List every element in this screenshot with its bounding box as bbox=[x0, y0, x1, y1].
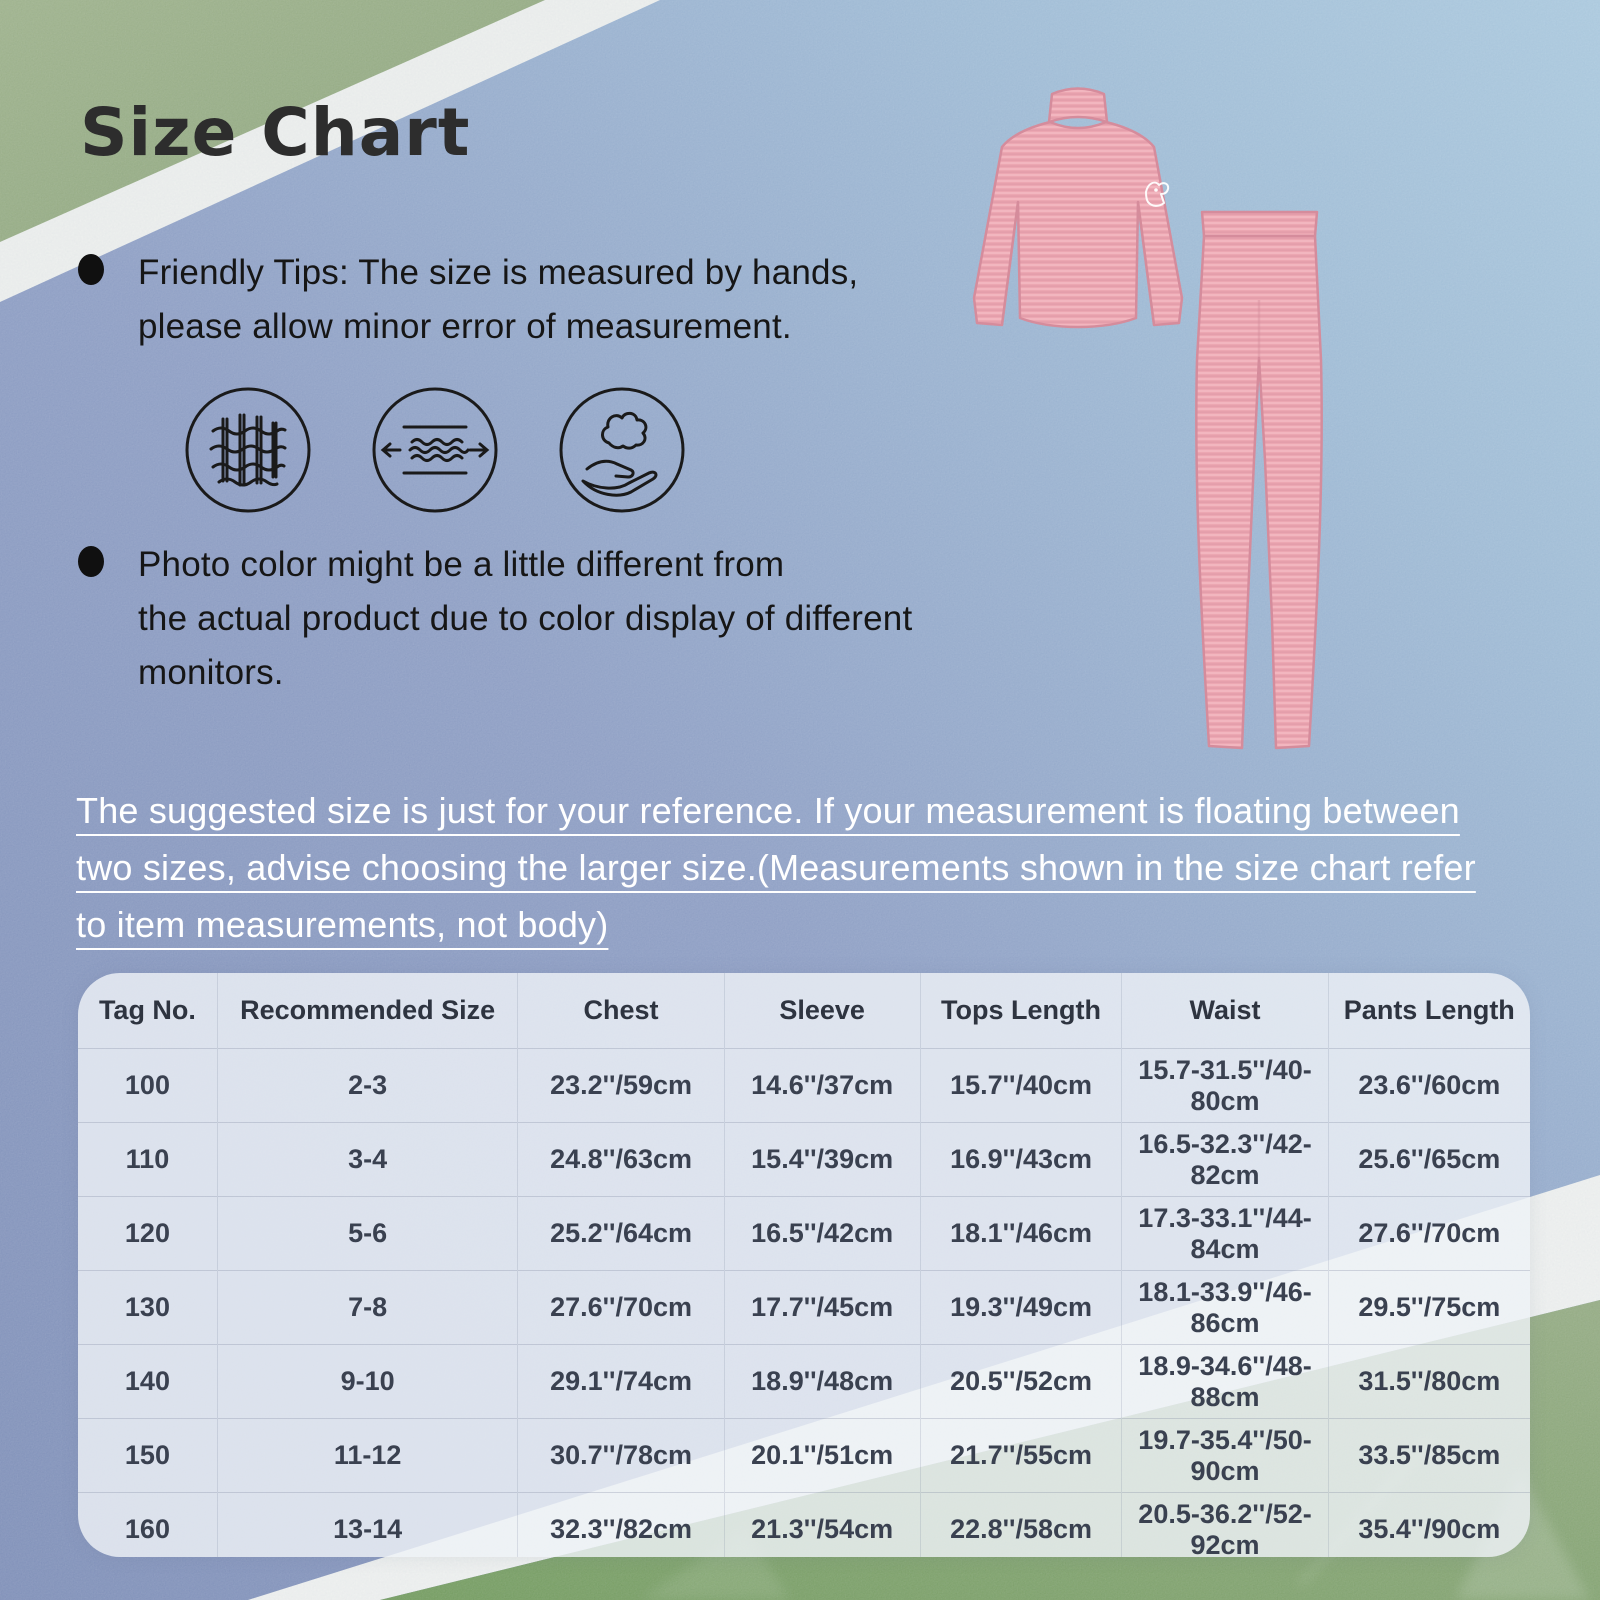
tip-photo-line-1: Photo color might be a little different from bbox=[138, 545, 785, 584]
table-cell: 150 bbox=[124, 1440, 170, 1470]
tip-photo-line-3: monitors. bbox=[138, 653, 284, 692]
table-cell: 19.7-35.4''/50-90cm bbox=[1122, 1419, 1328, 1493]
table-cell: 35.4''/90cm bbox=[1328, 1493, 1530, 1558]
table-cell: 29.1''/74cm bbox=[518, 1345, 724, 1419]
table-cell: 15.4''/39cm bbox=[724, 1123, 920, 1197]
table-cell: 27.6''/70cm bbox=[1328, 1197, 1530, 1271]
table-cell: 7-8 bbox=[217, 1271, 518, 1345]
table-cell: 20.1''/51cm bbox=[724, 1419, 920, 1493]
table-cell: 20.5''/52cm bbox=[920, 1345, 1122, 1419]
table-cell: 3-4 bbox=[217, 1123, 518, 1197]
table-cell: 15.7-31.5''/40-80cm bbox=[1122, 1049, 1328, 1123]
table-cell: 30.7''/78cm bbox=[518, 1419, 724, 1493]
table-cell: 18.1''/46cm bbox=[920, 1197, 1122, 1271]
table-cell: 21.7''/55cm bbox=[920, 1419, 1122, 1493]
column-header: Waist bbox=[1122, 973, 1328, 1049]
table-cell: 120 bbox=[124, 1218, 170, 1248]
size-chart-table bbox=[78, 973, 1530, 1557]
table-cell: 160 bbox=[124, 1514, 170, 1544]
table-cell: 15.7''/40cm bbox=[920, 1049, 1122, 1123]
table-cell: 130 bbox=[124, 1292, 170, 1322]
column-header: Tag No. bbox=[98, 995, 196, 1025]
table-cell: 110 bbox=[125, 1144, 170, 1174]
airflow-breathable-icon bbox=[370, 385, 500, 515]
table-cell: 25.2''/64cm bbox=[518, 1197, 724, 1271]
table-cell: 140 bbox=[124, 1366, 170, 1396]
page-title: Size Chart bbox=[80, 94, 471, 171]
table-row bbox=[78, 1345, 1530, 1419]
table-cell: 31.5''/80cm bbox=[1328, 1345, 1530, 1419]
table-cell: 9-10 bbox=[217, 1345, 518, 1419]
feature-icons bbox=[183, 385, 687, 515]
tip-measurement bbox=[78, 246, 858, 354]
table-header-row bbox=[78, 973, 1530, 1049]
table-cell: 16.9''/43cm bbox=[920, 1123, 1122, 1197]
table-row bbox=[78, 1419, 1530, 1493]
cotton-soft-hand-icon bbox=[557, 385, 687, 515]
fabric-mesh-icon bbox=[183, 385, 313, 515]
table-cell: 17.3-33.1''/44-84cm bbox=[1122, 1197, 1328, 1271]
note-line-1: The suggested size is just for your reference. If your measurement is floating between bbox=[76, 790, 1460, 831]
table-cell: 24.8''/63cm bbox=[518, 1123, 724, 1197]
table-cell: 18.1-33.9''/46-86cm bbox=[1122, 1271, 1328, 1345]
table-cell: 33.5''/85cm bbox=[1328, 1419, 1530, 1493]
note-line-3: to item measurements, not body) bbox=[76, 904, 609, 945]
table-cell: 14.6''/37cm bbox=[724, 1049, 920, 1123]
table-row bbox=[78, 1197, 1530, 1271]
table-cell: 16.5''/42cm bbox=[724, 1197, 920, 1271]
table-cell: 20.5-36.2''/52-92cm bbox=[1122, 1493, 1328, 1558]
table-cell: 21.3''/54cm bbox=[724, 1493, 920, 1558]
bullet-dot-icon bbox=[78, 546, 104, 577]
size-reference-note bbox=[76, 782, 1566, 953]
table-row bbox=[78, 1271, 1530, 1345]
size-table-body bbox=[78, 1049, 1530, 1558]
table-row bbox=[78, 1493, 1530, 1558]
column-header: Recommended Size bbox=[217, 973, 518, 1049]
table-cell: 23.2''/59cm bbox=[518, 1049, 724, 1123]
table-cell: 27.6''/70cm bbox=[518, 1271, 724, 1345]
tip-photo-color bbox=[78, 538, 912, 700]
column-header: Chest bbox=[518, 973, 724, 1049]
note-line-2: two sizes, advise choosing the larger size.(Measurements shown in the size chart refer bbox=[76, 847, 1476, 888]
table-cell: 32.3''/82cm bbox=[518, 1493, 724, 1558]
table-cell: 17.7''/45cm bbox=[724, 1271, 920, 1345]
table-cell: 25.6''/65cm bbox=[1328, 1123, 1530, 1197]
table-cell: 2-3 bbox=[217, 1049, 518, 1123]
table-cell: 19.3''/49cm bbox=[920, 1271, 1122, 1345]
table-cell: 29.5''/75cm bbox=[1328, 1271, 1530, 1345]
table-cell: 18.9-34.6''/48-88cm bbox=[1122, 1345, 1328, 1419]
table-cell: 16.5-32.3''/42-82cm bbox=[1122, 1123, 1328, 1197]
tip-photo-line-2: the actual product due to color display of different bbox=[138, 599, 913, 638]
tip-measurement-line-2: please allow minor error of measurement. bbox=[138, 307, 792, 346]
table-cell: 13-14 bbox=[217, 1493, 518, 1558]
table-cell: 23.6''/60cm bbox=[1328, 1049, 1530, 1123]
column-header: Pants Length bbox=[1328, 973, 1530, 1049]
column-header: Tops Length bbox=[920, 973, 1122, 1049]
table-cell: 22.8''/58cm bbox=[920, 1493, 1122, 1558]
table-cell: 100 bbox=[124, 1070, 170, 1100]
table-cell: 5-6 bbox=[217, 1197, 518, 1271]
column-header: Sleeve bbox=[724, 973, 920, 1049]
tip-measurement-line-1: Friendly Tips: The size is measured by hands, bbox=[138, 253, 859, 292]
table-cell: 11-12 bbox=[217, 1419, 518, 1493]
table-row bbox=[78, 1123, 1530, 1197]
table-row bbox=[78, 1049, 1530, 1123]
bullet-dot-icon bbox=[78, 254, 104, 285]
table-cell: 18.9''/48cm bbox=[724, 1345, 920, 1419]
